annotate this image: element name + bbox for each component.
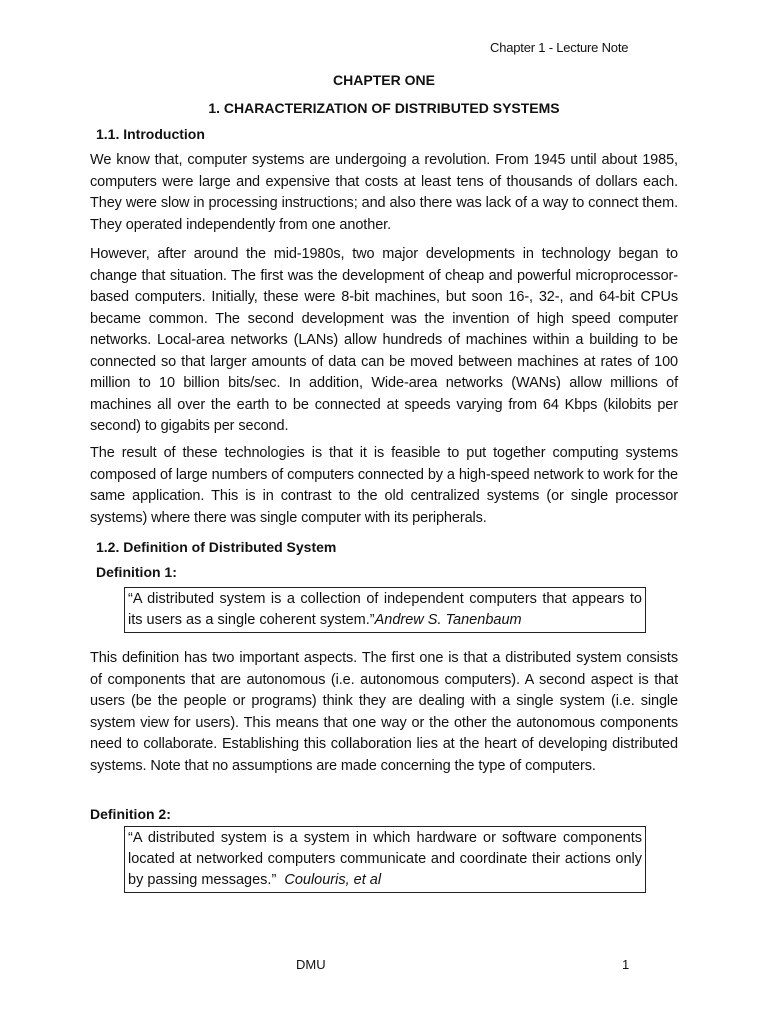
definition-2-label: Definition 2: bbox=[90, 806, 171, 822]
definition-2-quote: “A distributed system is a system in which hardware or software components located at networked computers communicate and coordinate their actions only by passing messages.” bbox=[128, 830, 642, 888]
section-heading-introduction: 1.1. Introduction bbox=[96, 126, 205, 142]
header-note: Chapter 1 - Lecture Note bbox=[490, 40, 629, 55]
intro-paragraph-1: We know that, computer systems are undergoing a revolution. From 1945 until about 1985, computers were large and expensive that costs at least tens of thousands of dollars each. They were slow in processing instructions; and also there was lack of a way to connect them. They operated independently from one another. bbox=[90, 152, 678, 233]
definition-1-label: Definition 1: bbox=[96, 564, 177, 580]
intro-paragraph-3: The result of these technologies is that it is feasible to put together computing systems composed of large numbers of computers connected by a high-speed network to work for the same application. This is in contrast to the old centralized systems (or single processor systems) where there was single computer with its peripherals. bbox=[90, 445, 678, 526]
footer-institution: DMU bbox=[296, 957, 326, 972]
footer-page-number: 1 bbox=[622, 957, 630, 972]
definition-1-quote: “A distributed system is a collection of independent computers that appears to its users as a single coherent system.” bbox=[128, 591, 642, 628]
chapter-subtitle: 1. CHARACTERIZATION OF DISTRIBUTED SYSTEMS bbox=[208, 100, 560, 116]
definition-1-quote-box bbox=[124, 587, 646, 633]
section-heading-definition: 1.2. Definition of Distributed System bbox=[96, 539, 337, 555]
definition-1-author: Andrew S. Tanenbaum bbox=[374, 612, 522, 628]
definition-paragraph: This definition has two important aspects. The first one is that a distributed system consists of components that are autonomous (i.e. autonomous computers). A second aspect is that users (be the people or programs) think they are dealing with a single system (i.e. single system view for users). This means that one way or the other the autonomous components need to collaborate. Establishing this collaboration lies at the heart of developing distributed systems. Note that no assumptions are made concerning the type of computers. bbox=[90, 650, 678, 774]
chapter-title: CHAPTER ONE bbox=[333, 72, 435, 88]
definition-2-author: Coulouris, et al bbox=[284, 872, 382, 888]
intro-paragraph-2: However, after around the mid-1980s, two major developments in technology began to change that situation. The first was the development of cheap and powerful microprocessor-based computers. Initially, these were 8-bit machines, but soon 16-, 32-, and 64-bit CPUs became common. The second development was the invention of high speed computer networks. Local-area networks (LANs) allow hundreds of machines within a building to be connected so that larger amounts of data can be moved between machines at rates of 100 million to 10 billion bits/sec. In addition, Wide-area networks (WANs) allow millions of machines all over the earth to be connected at speeds varying from 64 Kbps (kilobits per second) to gigabits per second. bbox=[90, 246, 678, 434]
definition-2-quote-box bbox=[124, 826, 646, 893]
